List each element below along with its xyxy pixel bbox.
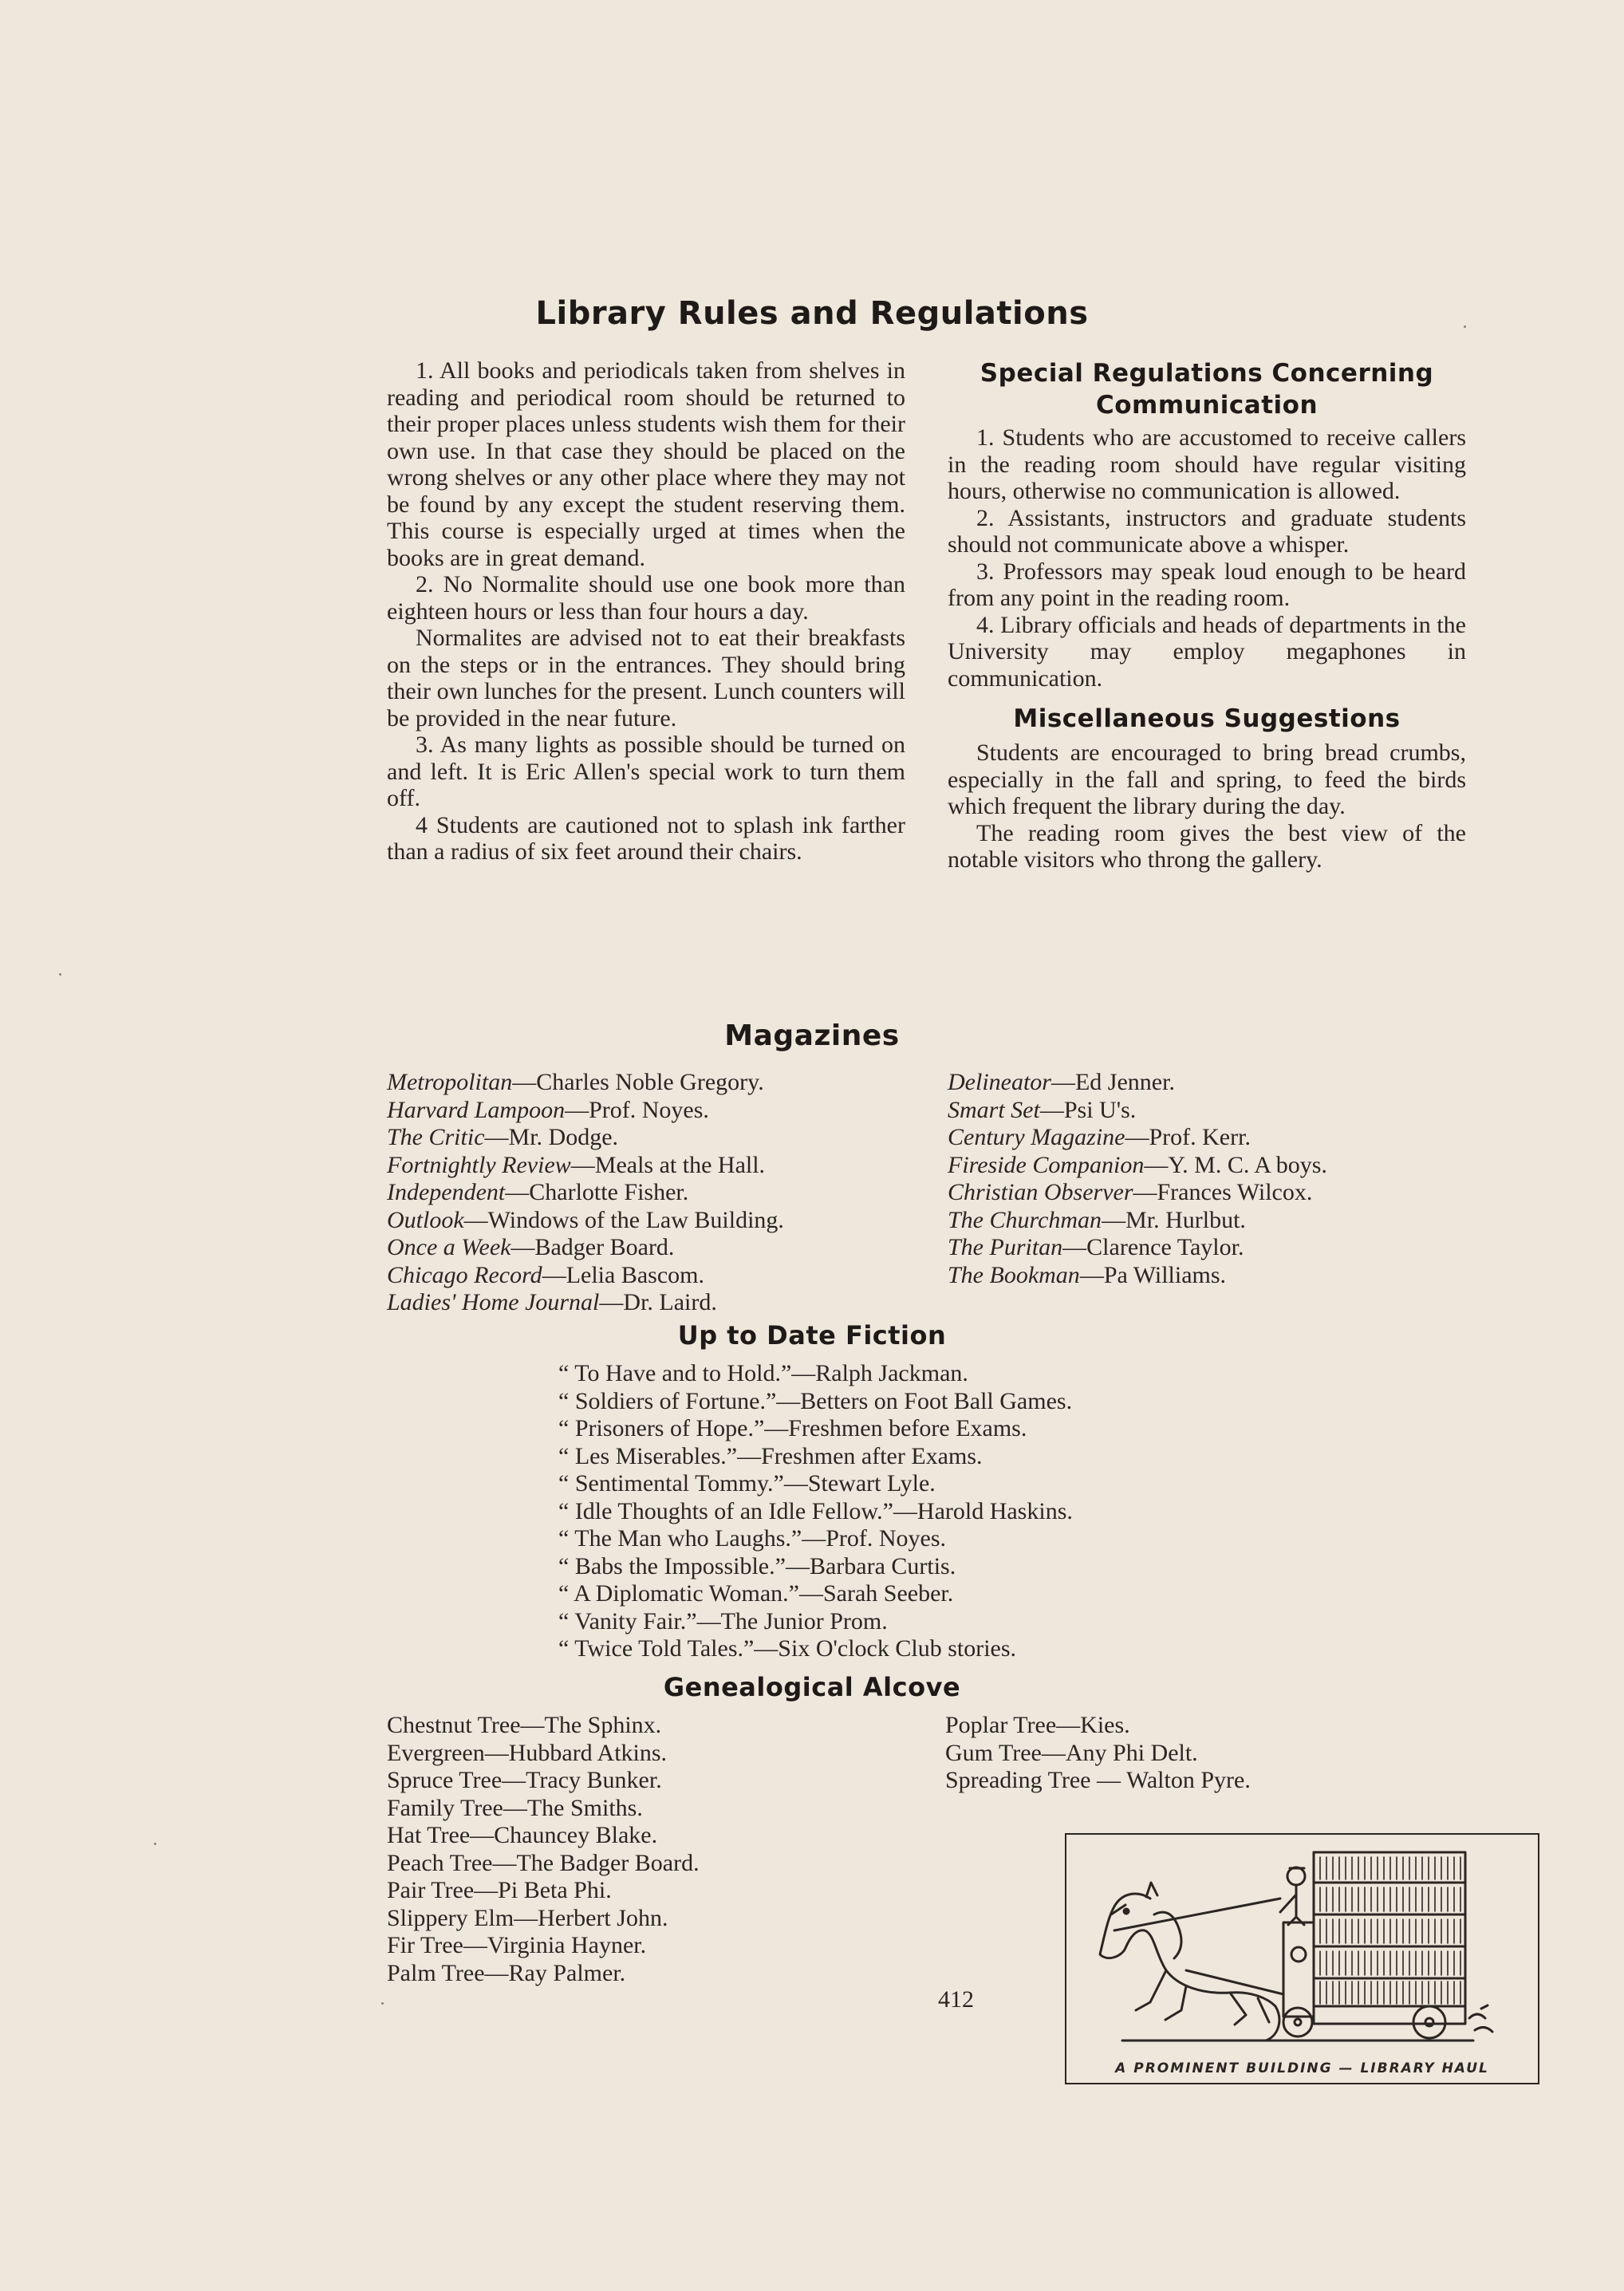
- magazine-title: The Bookman: [948, 1261, 1080, 1288]
- magazine-entry: [387, 1152, 784, 1180]
- magazine-entry: [387, 1234, 784, 1262]
- magazine-entry: [387, 1289, 784, 1317]
- magazine-entry: [948, 1262, 1327, 1290]
- page-title: Library Rules and Regulations: [535, 295, 1089, 332]
- rule-paragraph: 1. All books and periodicals taken from shelves in reading and periodical room should be returned to their proper places unless students wish them for their own use. In that case they should be placed on the wrong shelves or any other place where they may not be found by any except the student reserving them. This course is especially urged at times when the books are in great demand.: [387, 357, 905, 571]
- list-item: “ Prisoners of Hope.”—Freshmen before Exams.: [558, 1415, 1027, 1441]
- magazine-entry: [948, 1207, 1327, 1235]
- magazines-heading: Magazines: [724, 1019, 900, 1052]
- list-item: “ Soldiers of Fortune.”—Betters on Foot Ball Games.: [558, 1387, 1073, 1414]
- list-item: “ A Diplomatic Woman.”—Sarah Seeber.: [558, 1580, 954, 1607]
- list-item: Slippery Elm—Herbert John.: [387, 1904, 668, 1931]
- magazine-assignee: —Lelia Bascom.: [542, 1261, 704, 1288]
- list-item: “ Vanity Fair.”—The Junior Prom.: [558, 1607, 888, 1634]
- magazine-entry: [948, 1069, 1327, 1097]
- fiction-heading: Up to Date Fiction: [677, 1320, 947, 1351]
- magazine-entry: [948, 1179, 1327, 1207]
- list-item: Spreading Tree — Walton Pyre.: [945, 1767, 1251, 1793]
- magazine-title: Harvard Lampoon: [387, 1096, 566, 1123]
- magazine-title: Metropolitan: [387, 1069, 513, 1095]
- fiction-list: [558, 1360, 1073, 1663]
- list-item: “ Twice Told Tales.”—Six O'clock Club stories.: [558, 1635, 1017, 1662]
- magazine-assignee: —Charles Noble Gregory.: [512, 1069, 764, 1095]
- list-item: Chestnut Tree—The Sphinx.: [387, 1712, 662, 1738]
- magazine-title: The Churchman: [948, 1206, 1102, 1233]
- misc-suggestion: The reading room gives the best view of the notable visitors who throng the gallery.: [948, 819, 1466, 873]
- magazine-title: Century Magazine: [948, 1124, 1125, 1150]
- cartoon-caption: A PROMINENT BUILDING — LIBRARY HAUL: [1115, 2060, 1489, 2076]
- alcove-list-right: [945, 1712, 1251, 1795]
- magazine-title: Fortnightly Review: [387, 1151, 571, 1178]
- list-item: “ Idle Thoughts of an Idle Fellow.”—Harold Haskins.: [558, 1497, 1073, 1524]
- list-item: “ Sentimental Tommy.”—Stewart Lyle.: [558, 1470, 936, 1496]
- magazine-assignee: —Mr. Hurlbut.: [1102, 1206, 1246, 1233]
- magazine-title: Outlook: [387, 1206, 464, 1233]
- list-item: “ The Man who Laughs.”—Prof. Noyes.: [558, 1525, 947, 1552]
- magazine-title: Chicago Record: [387, 1261, 542, 1288]
- magazine-entry: [948, 1152, 1327, 1180]
- magazine-assignee: —Dr. Laird.: [599, 1289, 717, 1315]
- magazine-title: Christian Observer: [948, 1179, 1133, 1205]
- magazine-assignee: —Prof. Noyes.: [565, 1096, 709, 1123]
- magazine-title: Independent: [387, 1179, 506, 1205]
- magazine-assignee: —Ed Jenner.: [1050, 1069, 1175, 1095]
- special-regulation: 3. Professors may speak loud enough to be heard from any point in the reading room.: [948, 558, 1466, 611]
- rule-paragraph: 2. No Normalite should use one book more than eighteen hours or less than four hours a day.: [387, 571, 905, 625]
- list-item: Palm Tree—Ray Palmer.: [387, 1959, 626, 1986]
- special-regulation: 1. Students who are accustomed to receive callers in the reading room should have regular visiting hours, otherwise no communication is allowed.: [948, 424, 1466, 504]
- rule-paragraph: Normalites are advised not to eat their breakfasts on the steps or in the entrances. They should bring their own lunches for the present. Lunch counters will be provided in the near future.: [387, 625, 905, 731]
- horse-cart-drawing: [1066, 1835, 1541, 2086]
- magazine-entry: [387, 1124, 784, 1152]
- magazine-entry: [387, 1207, 784, 1235]
- magazine-assignee: —Y. M. C. A boys.: [1144, 1151, 1327, 1178]
- special-regulation: 2. Assistants, instructors and graduate students should not communicate above a whisper.: [948, 504, 1466, 558]
- magazine-entry: [948, 1234, 1327, 1262]
- magazine-assignee: —Prof. Kerr.: [1125, 1124, 1251, 1150]
- magazine-entry: [948, 1124, 1327, 1152]
- misc-suggestion: Students are encouraged to bring bread crumbs, especially in the fall and spring, to feed the birds which frequent the library during the day.: [948, 739, 1466, 819]
- magazine-title: Ladies' Home Journal: [387, 1289, 600, 1315]
- misc-suggestions-heading: Miscellaneous Suggestions: [1013, 704, 1401, 733]
- list-item: Hat Tree—Chauncey Blake.: [387, 1822, 658, 1848]
- list-item: Gum Tree—Any Phi Delt.: [945, 1739, 1198, 1766]
- magazine-assignee: —Pa Williams.: [1079, 1261, 1227, 1288]
- cartoon-illustration: [1065, 1833, 1539, 2084]
- magazine-assignee: —Mr. Dodge.: [484, 1124, 619, 1150]
- magazine-entry: [948, 1097, 1327, 1125]
- magazine-title: Once a Week: [387, 1234, 511, 1260]
- magazines-list-right: [948, 1069, 1327, 1289]
- page-number: 412: [938, 1986, 974, 2013]
- magazine-assignee: —Frances Wilcox.: [1133, 1179, 1313, 1205]
- list-item: “ To Have and to Hold.”—Ralph Jackman.: [558, 1360, 968, 1386]
- rules-column: [387, 357, 905, 866]
- magazine-title: The Puritan: [948, 1234, 1063, 1260]
- rule-paragraph: 3. As many lights as possible should be turned on and left. It is Eric Allen's special work to turn them off.: [387, 731, 905, 811]
- magazine-entry: [387, 1262, 784, 1290]
- list-item: Spruce Tree—Tracy Bunker.: [387, 1767, 662, 1793]
- magazine-assignee: —Windows of the Law Building.: [463, 1206, 784, 1233]
- list-item: Family Tree—The Smiths.: [387, 1794, 643, 1821]
- special-regulations-column: [948, 357, 1466, 873]
- alcove-list-left: [387, 1712, 700, 1987]
- magazine-title: Smart Set: [948, 1096, 1040, 1123]
- magazine-assignee: —Badger Board.: [510, 1234, 675, 1260]
- list-item: Poplar Tree—Kies.: [945, 1712, 1130, 1738]
- list-item: “ Babs the Impossible.”—Barbara Curtis.: [558, 1552, 956, 1579]
- magazine-assignee: —Meals at the Hall.: [570, 1151, 766, 1178]
- magazine-entry: [387, 1097, 784, 1125]
- list-item: Peach Tree—The Badger Board.: [387, 1849, 700, 1876]
- magazine-entry: [387, 1179, 784, 1207]
- magazine-assignee: —Clarence Taylor.: [1062, 1234, 1244, 1260]
- list-item: Evergreen—Hubbard Atkins.: [387, 1739, 668, 1766]
- alcove-heading: Genealogical Alcove: [663, 1672, 961, 1702]
- rule-paragraph: 4 Students are cautioned not to splash ink farther than a radius of six feet around their chairs.: [387, 811, 905, 865]
- magazine-title: Fireside Companion: [948, 1151, 1145, 1178]
- special-regulations-heading: Special Regulations Concerning Communication: [980, 359, 1434, 420]
- list-item: Pair Tree—Pi Beta Phi.: [387, 1877, 612, 1903]
- special-regulation: 4. Library officials and heads of departments in the University may employ megaphones in communication.: [948, 611, 1466, 692]
- list-item: Fir Tree—Virginia Hayner.: [387, 1932, 647, 1958]
- magazine-title: Delineator: [948, 1069, 1051, 1095]
- magazine-assignee: —Charlotte Fisher.: [505, 1179, 689, 1205]
- magazine-assignee: —Psi U's.: [1039, 1096, 1137, 1123]
- magazine-entry: [387, 1069, 784, 1097]
- magazines-list-left: [387, 1069, 784, 1317]
- list-item: “ Les Miserables.”—Freshmen after Exams.: [558, 1442, 983, 1469]
- magazine-title: The Critic: [387, 1124, 485, 1150]
